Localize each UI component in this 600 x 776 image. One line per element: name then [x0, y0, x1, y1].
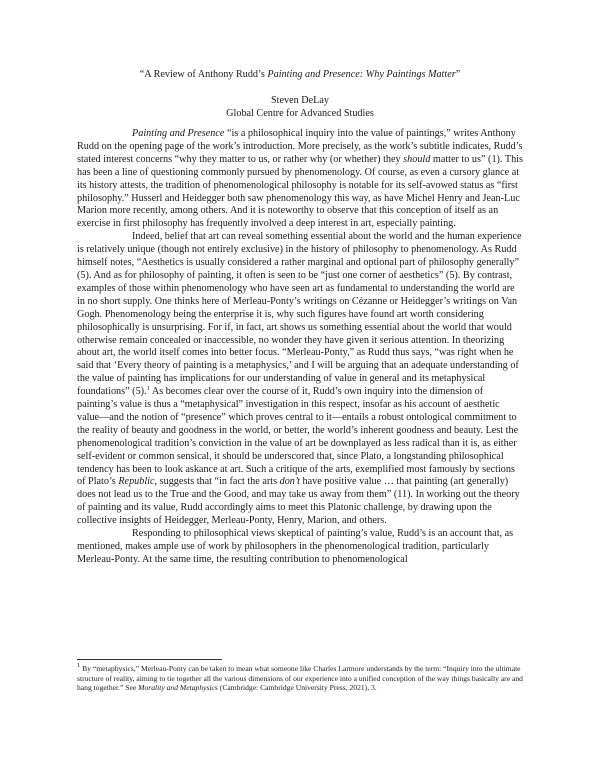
p1-italic-book: Painting and Presence — [132, 128, 225, 139]
paragraph-2 — [77, 231, 523, 528]
paragraph-3: Responding to philosophical views skeptical of painting’s value, Rudd’s is an account that, as mentioned, makes ample use of work by philosophers in the phenomenological tradition, particularly Merleau-Ponty. At the same time, the resulting contribution to phenomenological — [77, 528, 514, 565]
body-text — [77, 128, 523, 567]
author-affiliation: Global Centre for Advanced Studies — [226, 108, 374, 119]
author-name: Steven DeLay — [271, 95, 329, 106]
footnote-mark: 1 — [77, 662, 81, 669]
footnote-italic-title: Morality and Metaphysics — [138, 683, 218, 693]
footnote-text-c: (Cambridge: Cambridge University Press, 2021), 3. — [217, 683, 377, 693]
title-prefix: “A Review of Anthony Rudd’s — [139, 69, 268, 80]
p1-italic-should: should — [403, 153, 431, 165]
p1-text-b: “is a philosophical inquiry into the value of paintings,” writes Anthony Rudd on the opening page of the work’s introduction. More precisely, as the work’s subtitle indicates, Rudd’s stated interest concerns “why they matter to us, or rather why (or whether) they — [77, 128, 523, 165]
p2-italic-republic: Republic — [118, 476, 155, 488]
footnote — [77, 664, 523, 693]
paragraph-1 — [77, 128, 523, 231]
footnote-text-a: By “metaphysics,” Merleau-Ponty can be taken to mean what someone like Charles Larmore understands by the term: “Inquiry into the ultimate structure of reality, aiming to tie together all the various dimensions of our experience into a unified conception of the way things basically are and hang together.” See — [77, 664, 523, 693]
footnote-divider — [77, 659, 222, 660]
p2-text-b: As becomes clear over the course of it, Rudd’s own inquiry into the dimension of painting’s value is thus a “metaphysical” investigation in this respect, insofar as his account of aesthetic value—and the notion of “presence” which proves central to it—entails a robust ontological commitment to the reality of beauty and goodness in the world, or better, the world’s inherent goodness and beauty. Lest the phenomenological tradition’s conviction in the value of art be downplayed as less radical than it is, as either self-evident or common sensical, it should be underscored that, since Plato, a longstanding philosophical tendency has been to look askance at art. Such a critique of the arts, exemplified most famously by sections of Plato’s — [77, 386, 519, 488]
p1-text-d: matter to us” (1). This has been a line of questioning commonly pursued by phenomenology. Of course, as even a cursory glance at its history attests, the tradition of phenomenological philosophy is notable for its self-avowed status as “first philosophy.” Husserl and Heidegger both saw phenomenology this way, as have Michel Henry and Jean-Luc Marion more recently, among others. And it is noteworthy to observe that this conception of itself as an exercise in first philosophy has frequently involved a deep interest in art, especially painting. — [77, 153, 523, 230]
footnote-reference[interactable]: 1 — [146, 385, 150, 393]
p2-italic-dont: don’t — [279, 476, 300, 488]
p2-text-f: have positive value … that painting (art generally) does not lead us to the True and the Good, and may take us away from them” (11). In working out the theory of painting and its value, Rudd accordingly aims to meet this Platonic challenge, by drawing upon the collective insights of Heidegger, Merleau-Ponty, Henry, Marion, and others. — [77, 476, 520, 527]
p2-text-d: , suggests that “in fact the arts — [154, 476, 280, 488]
title-suffix: ” — [455, 69, 461, 80]
document-title — [60, 68, 540, 81]
title-book: Painting and Presence: Why Paintings Matter — [267, 69, 456, 80]
p2-text-a: Indeed, belief that art can reveal something essential about the world and the human experience is relatively unique (though not entirely exclusive) in the history of philosophy to phenomenology. As Rudd himself notes, “Aesthetics is usually considered a rather marginal and optional part of philosophy generally” (5). And as for philosophy of painting, it often is seen to be “just one corner of aesthetics” (5). By contrast, examples of those within phenomenology who have seen art as fundamental to understanding the world are in no short supply. One thinks here of Merleau-Ponty’s writings on Cézanne or Heidegger’s writings on Van Gogh. Phenomenology being the enterprise it is, why such figures have found art worth considering philosophically is unsurprising. For if, in fact, art shows us something essential about the world that would otherwise remain concealed or inaccessible, no wonder they have given it serious attention. In theorizing about art, the world itself comes into better focus. “Merleau-Ponty,” as Rudd thus says, “was right when he said that ‘Every theory of painting is a metaphysics,’ and I will be arguing that an adequate understanding of the value of painting has implications for our understanding of value in general and its metaphysical foundations” (5). — [77, 231, 522, 398]
